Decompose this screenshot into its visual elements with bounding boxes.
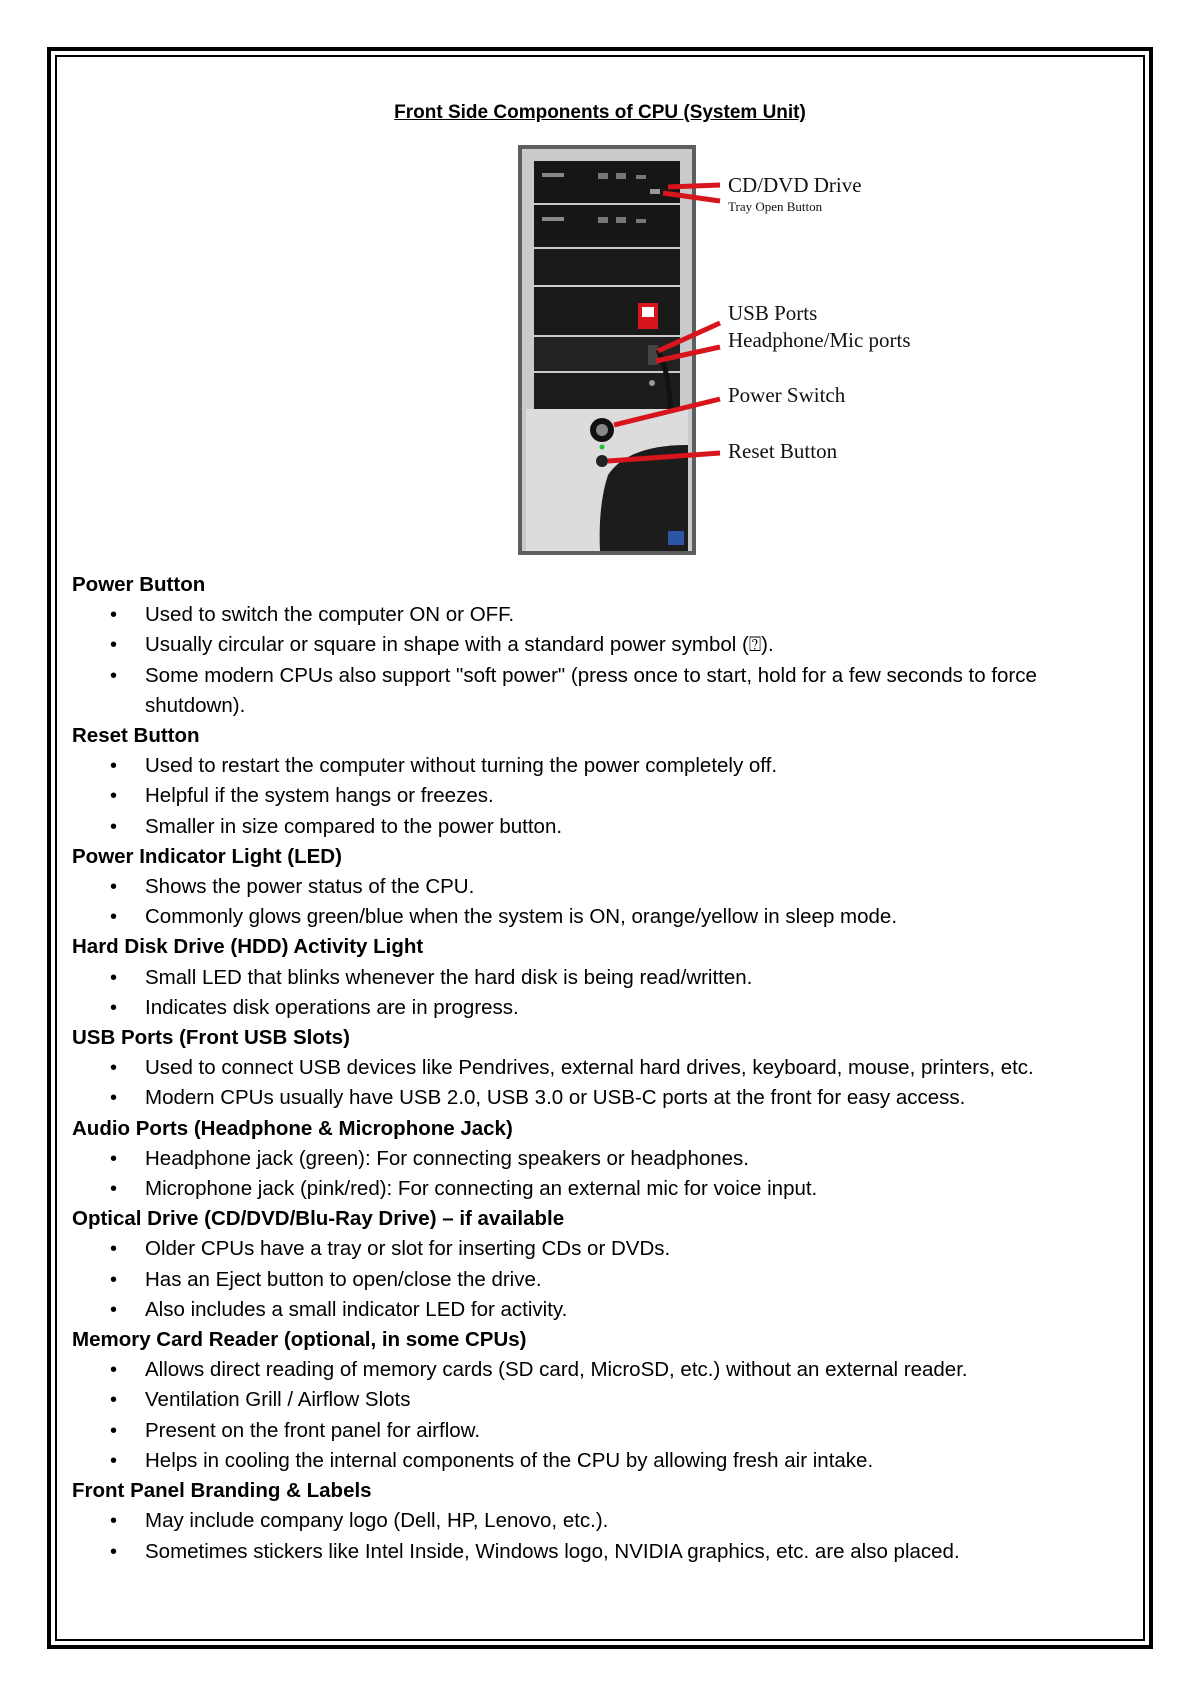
reset-button-shape xyxy=(596,455,608,467)
tray-open-button-label: Tray Open Button xyxy=(728,199,823,214)
bullet-item: • Has an Eject button to open/close the drive. xyxy=(72,1265,1132,1295)
bullet-item: • Microphone jack (pink/red): For connecting an external mic for voice input. xyxy=(72,1174,1132,1204)
bullet-item: • Helps in cooling the internal components of the CPU by allowing fresh air intake. xyxy=(72,1446,1132,1476)
tray-open-button-shape xyxy=(650,189,660,194)
page-title: Front Side Components of CPU (System Unit) xyxy=(394,102,806,123)
bullet-item: • Usually circular or square in shape with a standard power symbol (⍰). xyxy=(72,630,1132,660)
section-bullet-list xyxy=(72,751,1132,842)
bullet-item: • Headphone jack (green): For connecting speakers or headphones. xyxy=(72,1144,1132,1174)
bullet-item: • Allows direct reading of memory cards (SD card, MicroSD, etc.) without an external reader. xyxy=(72,1355,1132,1385)
bullet-item: • May include company logo (Dell, HP, Lenovo, etc.). xyxy=(72,1506,1132,1536)
bullet-item: • Older CPUs have a tray or slot for inserting CDs or DVDs. xyxy=(72,1234,1132,1264)
power-switch-label: Power Switch xyxy=(728,383,846,407)
section-bullet-list xyxy=(72,1144,1132,1204)
section-heading: Audio Ports (Headphone & Microphone Jack) xyxy=(72,1116,513,1140)
section-heading: Memory Card Reader (optional, in some CPUs) xyxy=(72,1328,527,1352)
cd-dvd-drive-label: CD/DVD Drive xyxy=(728,173,862,197)
section-heading: Front Panel Branding & Labels xyxy=(72,1479,372,1503)
section-bullet-list xyxy=(72,1355,1132,1476)
bullet-item: • Present on the front panel for airflow. xyxy=(72,1416,1132,1446)
bullet-item: • Used to switch the computer ON or OFF. xyxy=(72,600,1132,630)
section-bullet-list xyxy=(72,1053,1132,1113)
components-list xyxy=(72,570,1132,1567)
audio-jack-shape xyxy=(649,380,655,386)
cpu-front-diagram xyxy=(518,145,978,555)
headphone-mic-ports-label: Headphone/Mic ports xyxy=(728,328,911,352)
section-heading: Reset Button xyxy=(72,724,200,748)
bullet-item: • Used to connect USB devices like Pendrives, external hard drives, keyboard, mouse, printers, etc. xyxy=(72,1053,1132,1083)
section-heading: Power Indicator Light (LED) xyxy=(72,844,342,868)
bullet-item: • Sometimes stickers like Intel Inside, Windows logo, NVIDIA graphics, etc. are also placed. xyxy=(72,1537,1132,1567)
bullet-item: • Commonly glows green/blue when the system is ON, orange/yellow in sleep mode. xyxy=(72,902,1132,932)
cd-dvd-drive-pointer xyxy=(668,185,720,187)
bullet-item: • Smaller in size compared to the power button. xyxy=(72,812,1132,842)
reset-button-label: Reset Button xyxy=(728,439,838,463)
section-bullet-list xyxy=(72,963,1132,1023)
usb-ports-label: USB Ports xyxy=(728,301,818,325)
bullet-item: • Used to restart the computer without turning the power completely off. xyxy=(72,751,1132,781)
bullet-item: • Shows the power status of the CPU. xyxy=(72,872,1132,902)
section-heading: Hard Disk Drive (HDD) Activity Light xyxy=(72,935,424,959)
power-led-shape xyxy=(600,445,605,450)
bullet-item: • Helpful if the system hangs or freezes. xyxy=(72,781,1132,811)
section-heading: Optical Drive (CD/DVD/Blu-Ray Drive) – if available xyxy=(72,1207,565,1231)
bullet-item: • Also includes a small indicator LED for activity. xyxy=(72,1295,1132,1325)
section-bullet-list xyxy=(72,1506,1132,1566)
bullet-item: • Small LED that blinks whenever the hard disk is being read/written. xyxy=(72,963,1132,993)
bullet-item: • Ventilation Grill / Airflow Slots xyxy=(72,1385,1132,1415)
section-bullet-list xyxy=(72,1234,1132,1325)
bullet-item: • Indicates disk operations are in progress. xyxy=(72,993,1132,1023)
section-bullet-list xyxy=(72,872,1132,932)
section-heading: USB Ports (Front USB Slots) xyxy=(72,1026,350,1050)
bullet-item: • Some modern CPUs also support "soft power" (press once to start, hold for a few seconds to force shutdown). xyxy=(72,661,1132,721)
section-bullet-list xyxy=(72,600,1132,721)
bullet-item: • Modern CPUs usually have USB 2.0, USB 3.0 or USB-C ports at the front for easy access. xyxy=(72,1083,1132,1113)
section-heading: Power Button xyxy=(72,573,206,596)
